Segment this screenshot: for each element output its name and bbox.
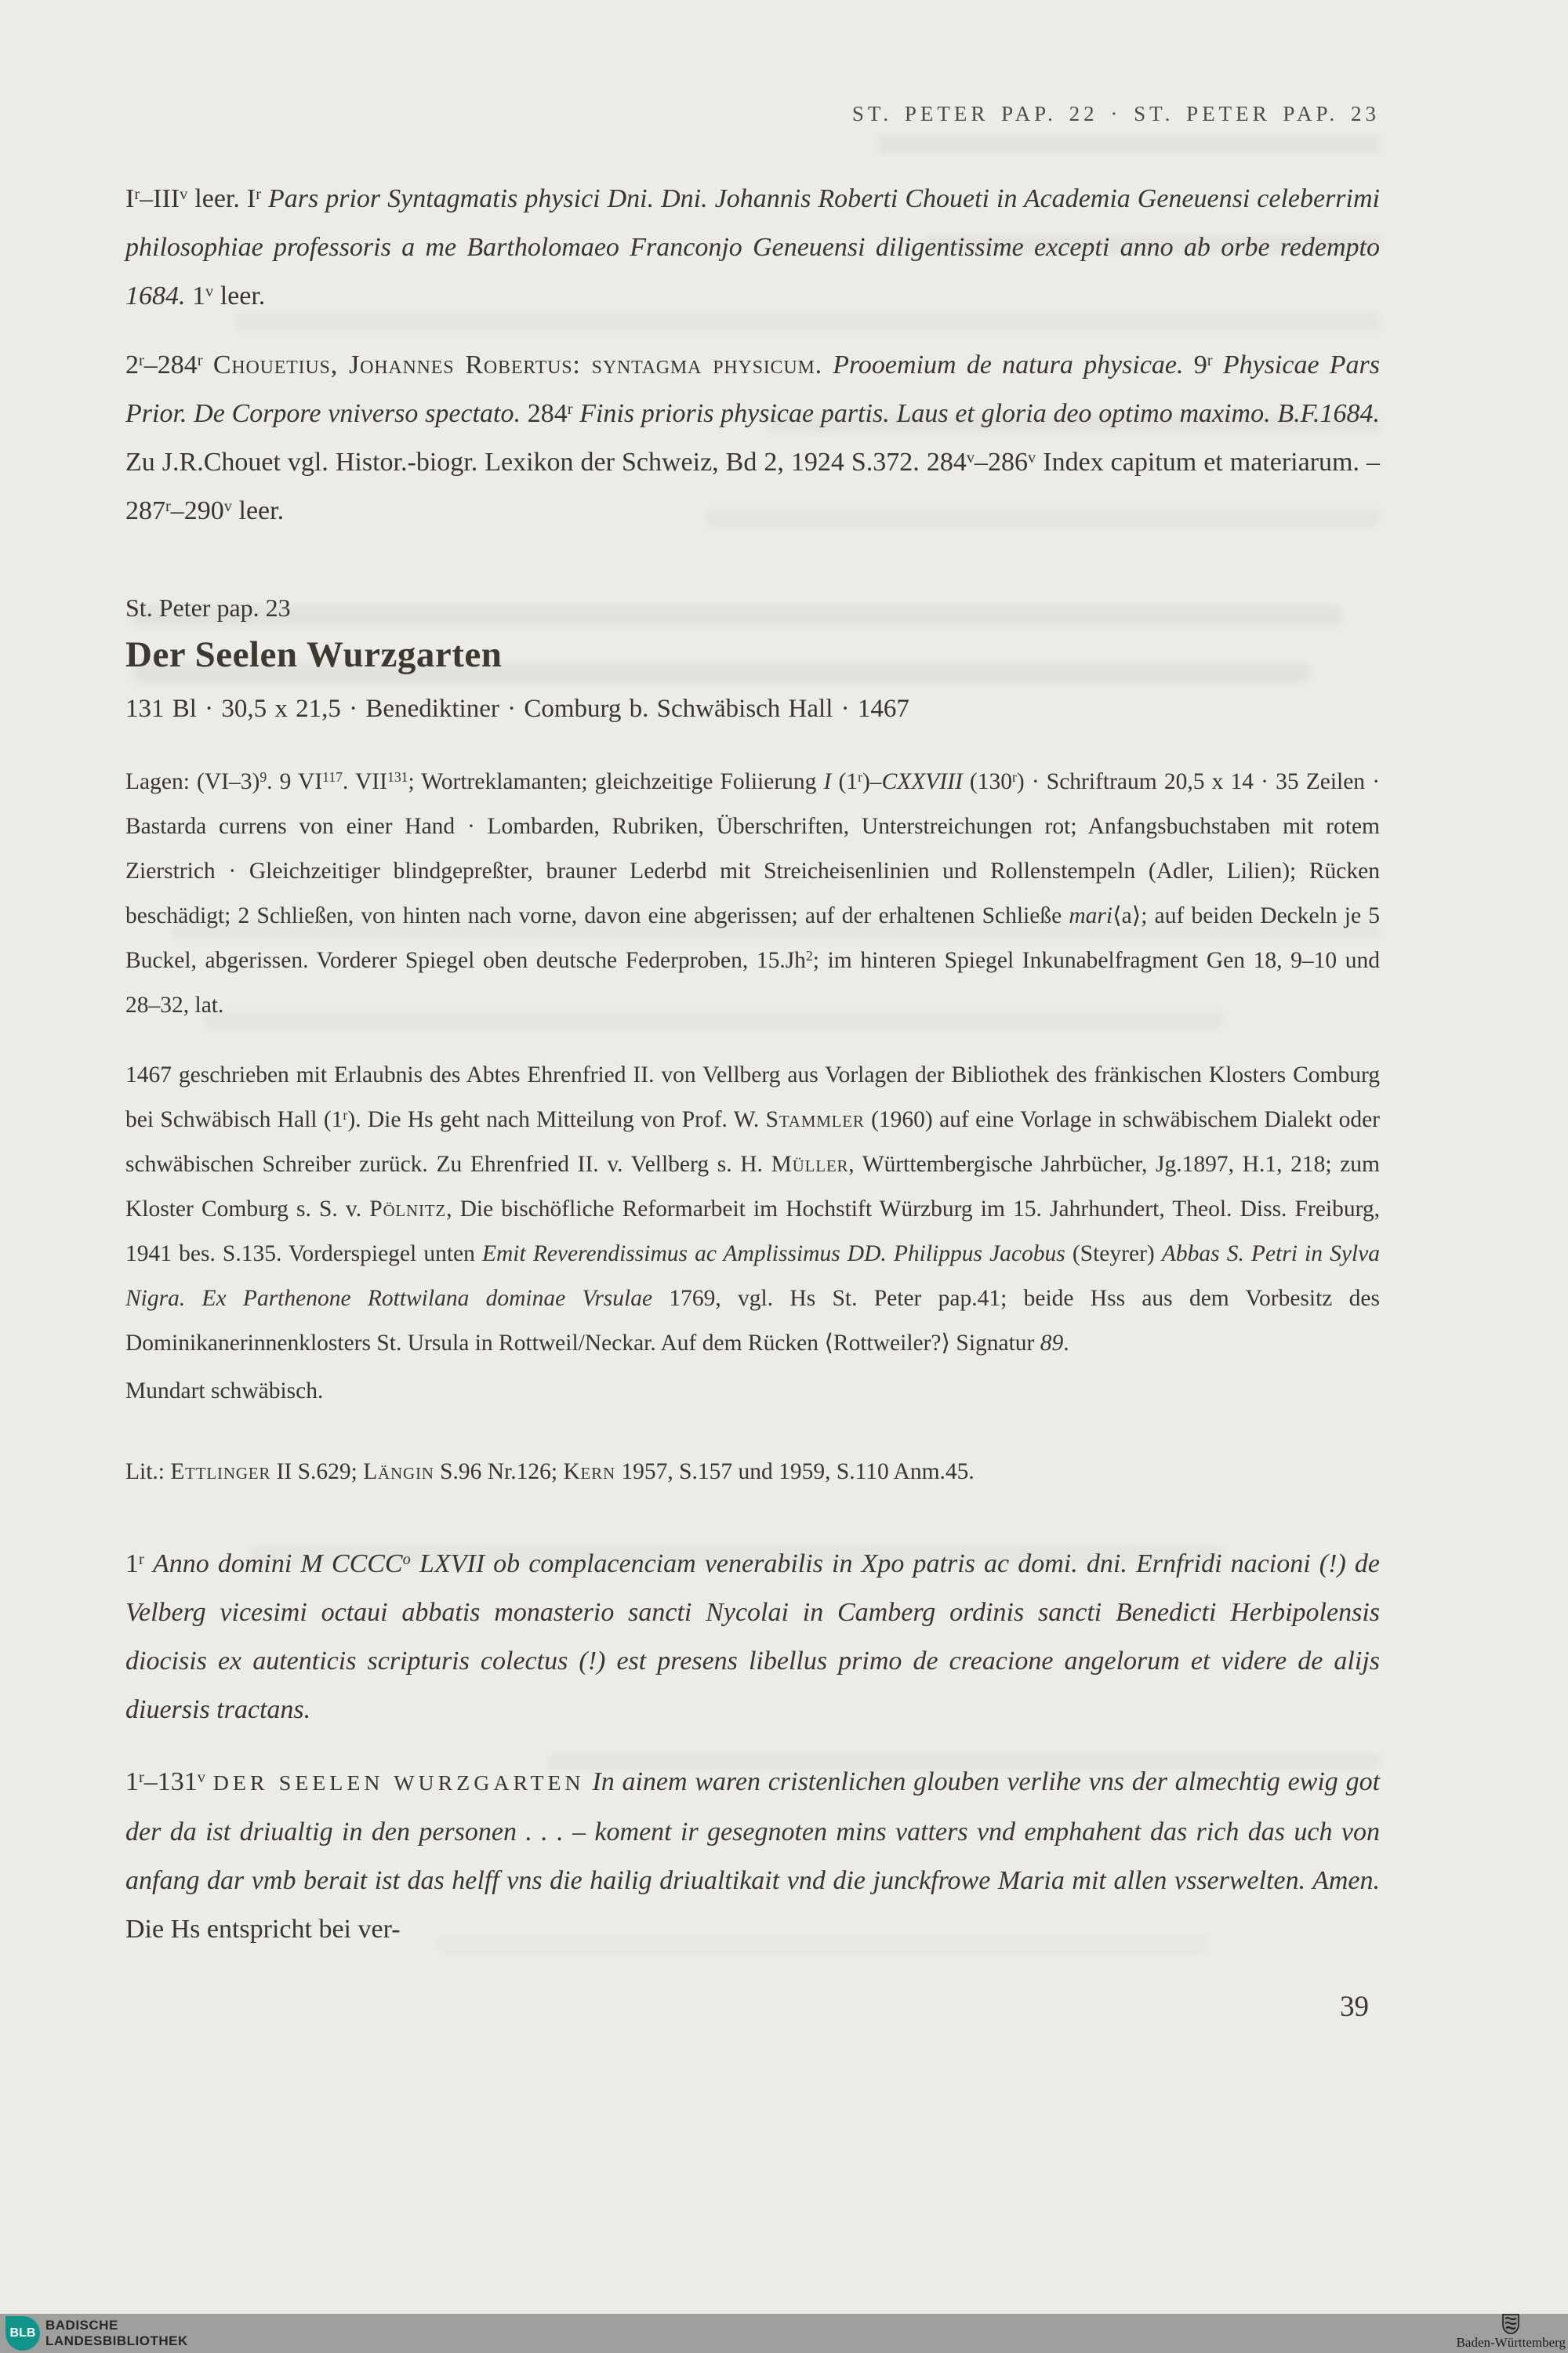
format-line: 131 Bl · 30,5 x 21,5 · Benediktiner · Comburg b. Schwäbisch Hall · 1467 bbox=[125, 695, 909, 723]
literature-line: Lit.: Ettlinger II S.629; Längin S.96 Nr.126; Kern 1957, S.157 und 1959, S.110 Anm.45. bbox=[125, 1459, 975, 1484]
running-head: ST. PETER PAP. 22 · ST. PETER PAP. 23 bbox=[851, 102, 1380, 125]
german-incipit-paragraph: 1$^r$–131$^v$ DER SEELEN WURZGARTEN In ainem waren cristenlichen glouben verlihe vns der almechtig ewig got der da ist driualtig in den personen . . . – koment ir gesegnoten mins vatters vnd emphahent das rich das uch von anfang dar vmb berait ist das helff vns die hailig driualtikait vnd die junckfrowe Maria mit allen vsserwelten. Amen. Die Hs entspricht bei ver- bbox=[125, 1767, 1381, 1944]
baden-wuerttemberg-coat-of-arms-icon bbox=[1501, 2314, 1520, 2334]
codicology-paragraph: Lagen: $(VI-3)^9$. 9 VI$^{117}$. VII$^{131}$; Wortreklamanten; gleichzeitige Foliierung I (1$^r$)–CXXVIII $(130^r)$ · Schriftraum 20,5 x 14 · 35 Zeilen · Bastarda currens von einer Hand · Lombarden, Rubriken, Überschriften, Unterstreichungen rot; Anfangsbuchstaben mit rotem Zierstrich · Gleichzeitiger blindgepreßter, brauner Lederbd mit Streicheisenlinien und Rollenstempeln (Adler, Lilien); Rücken beschädigt; 2 Schließen, von hinten nach vorne, davon eine abgerissen; auf der erhaltenen Schließe mari⟨a⟩; auf beiden Deckeln je 5 Buckel, abgerissen. Vorderer Spiegel oben deutsche Federproben, 15.Jh$^2$; im hinteren Spiegel Inkunabelfragment Gen 18, 9–10 und 28–32, lat. bbox=[125, 769, 1381, 1018]
entry22-contents-paragraph: $I^r-III^v$ leer. $I^r$ Pars prior Syntagmatis physici Dni. Dni. Johannis Roberti Choueti in Academia Geneuensi celeberrimi philosophiae professoris a me Bartholomaeo Franconjo Geneuensi diligentissime excepti anno ab orbe redempto 1684. 1$^v$ leer. bbox=[125, 184, 1380, 310]
library-name-line1: BADISCHE bbox=[45, 2318, 118, 2333]
state-logo bbox=[1457, 2314, 1566, 2351]
entry23-shelfmark: St. Peter pap. 23 bbox=[125, 594, 291, 622]
footer-band bbox=[0, 2314, 1568, 2353]
blb-logo-acronym: BLB bbox=[9, 2326, 36, 2340]
dialect-note: Mundart schwäbisch. bbox=[125, 1378, 324, 1403]
text-column bbox=[125, 0, 1380, 2024]
state-name: Baden-Württemberg bbox=[1456, 2335, 1566, 2350]
library-name-line2: LANDESBIBLIOTHEK bbox=[45, 2333, 188, 2348]
blb-logo bbox=[5, 2316, 40, 2351]
manuscript-title: Der Seelen Wurzgarten bbox=[125, 634, 503, 675]
latin-incipit-paragraph: 1$^r$ Anno domini M CCCC$^o$ LXVII ob complacenciam venerabilis in Xpo patris ac domi. dni. Ernfridi nacioni (!) de Velberg vicesimi octaui abbatis monasterio sancti Nycolai in Camberg ordinis sancti Benedicti Herbipolensis diocisis ex autenticis scripturis colectus (!) est presens libellus primo de creacione angelorum et videre de alijs diuersis tractans. bbox=[125, 1549, 1381, 1724]
provenance-paragraph: 1467 geschrieben mit Erlaubnis des Abtes Ehrenfried II. von Vellberg aus Vorlagen der Bibliothek des fränkischen Klosters Comburg bei Schwäbisch Hall (1$^r$). Die Hs geht nach Mitteilung von Prof. W. Stammler (1960) auf eine Vorlage in schwäbischem Dialekt oder schwäbischen Schreiber zurück. Zu Ehrenfried II. v. Vellberg s. H. Müller, Württembergische Jahrbücher, Jg.1897, H.1, 218; zum Kloster Comburg s. S. v. Pölnitz, Die bischöfliche Reformarbeit im Hochstift Würzburg im 15. Jahrhundert, Theol. Diss. Freiburg, 1941 bes. S.135. Vorderspiegel unten Emit Reverendissimus ac Amplissimus DD. Philippus Jacobus (Steyrer) Abbas S. Petri in Sylva Nigra. Ex Parthenone Rottwilana dominae Vrsulae 1769, vgl. Hs St. Peter pap.41; beide Hss aus dem Vorbesitz des Dominikanerinnenklosters St. Ursula in Rottweil/Neckar. Auf dem Rücken ⟨Rottweiler?⟩ Signatur 89. bbox=[125, 1062, 1381, 1356]
page-number: 39 bbox=[1340, 1991, 1369, 2023]
library-name bbox=[45, 2318, 188, 2349]
entry22-main-paragraph: 2$^r$–284$^r$ Chouetius, Johannes Robertus: syntagma physicum. Prooemium de natura physicae. 9$^r$ Physicae Pars Prior. De Corpore vniverso spectato. 284$^r$ Finis prioris physicae partis. Laus et gloria deo optimo maximo. B.F.1684. Zu J.R.Chouet vgl. Histor.-biogr. Lexikon der Schweiz, Bd 2, 1924 S.372. 284$^v$–286$^v$ Index capitum et materiarum. – 287$^r$–290$^v$ leer. bbox=[125, 350, 1381, 525]
